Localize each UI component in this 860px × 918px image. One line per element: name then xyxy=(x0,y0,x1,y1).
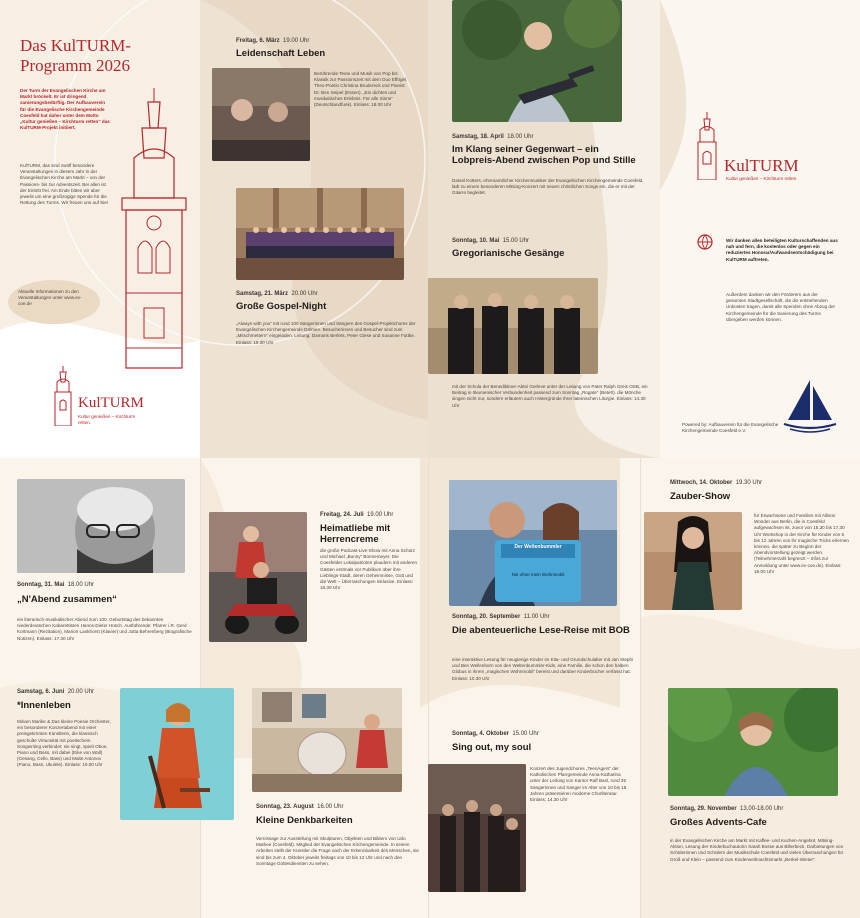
event-title: Die abenteuerliche Lese-Reise mit BOB xyxy=(452,625,630,636)
book-cover-subtitle: Nie ohne mein Wohnmobil xyxy=(511,572,565,577)
event-text: Berührende Texte und Musik von Pop bis Klassik zur Passionszeit mit dem Duo Effögel, Theo-Poetin Christina Brudereck und Pianist Dr. Ben Seipel (Essen). „Ein dichtes und musikalisches Erlebnis. Für alle Sinne“ (Deutschlandfunk). Einlass: 18.00 Uhr xyxy=(314,71,408,108)
event-date: Samstag, 21. März 20.00 Uhr xyxy=(236,291,318,297)
event-text: für Erwachsene und Familien mit Allison Wonder aus Berlin, die in Coesfeld aufgewachsen ist, zuvor von 15.30 bis 17.30 Uhr Workshop in der Kirche für Kinder von 6 bis 12 Jahren von ihr magische Tricks erlernen können, die später zu Beginn der Abendvorstellung gezeigt werden. (Teilnehmerzahl begrenzt – Infos zur Anmeldung unter www.ev-coe.de). Einlass: 19.00 Uhr xyxy=(754,513,849,574)
event-title: Großes Advents-Cafe xyxy=(670,817,767,828)
church-tower-icon xyxy=(108,88,200,370)
event-title: Gregorianische Gesänge xyxy=(452,248,565,259)
logo-text: KulTURM xyxy=(78,395,144,411)
event-date: Sonntag, 31. Mai 18.00 Uhr xyxy=(17,582,95,588)
youth-choir-photo xyxy=(428,764,526,892)
event-text: die große Podcast-Live-Show mit Anna Schürz und Michael „Bunny“ Bonnemeyer. Die Coesfelder Lokalpatrioten plaudern mit anderen Gästen erstmals vor Publikum über ihre Lieblings-Stadt, deren Geheimnisse, Gott und die Welt – Überraschungen inklusive. Einlass: 18.30 Uhr xyxy=(320,548,418,591)
event-title: Kleine Denkbarkeiten xyxy=(256,815,353,826)
duo-photo xyxy=(212,68,310,161)
gospel-choir-photo xyxy=(236,188,404,280)
event-date: Sonntag, 20. September 11.00 Uhr xyxy=(452,614,550,620)
event-date: Mittwoch, 14. Oktober 19.30 Uhr xyxy=(670,480,763,486)
event-text: Konzert des Jugendchores „TeenAgers“ der Katholischen Pfarrgemeinde Anna-Katharina unter der Leitung von Kantor Ralf Basl, rund 35 Sängerinnen und Sänger im Alter von 10 bis 18 Jahren präsentieren moderne Chorliteratur. Einlass: 14.30 Uhr xyxy=(530,766,627,803)
event-text: in der Evangelischen Kirche am Markt mit Kaffee- und Kuchen-Angebot, Mitsing-Aktion, Lesung der Kinderbuchautorin Sarah Bosse aus Billerbeck, Darbietungen von Schülerinnen und Schülern der Musikschule Coesfeld und vielen Überraschungen für Groß und Klein – passend zum Kinderweihnachtsmarkt „Berkel-Winter“. xyxy=(670,838,844,862)
event-title: *Innenleben xyxy=(17,700,71,711)
event-title: Leidenschaft Leben xyxy=(236,48,326,59)
event-date: Samstag, 6. Juni 20.00 Uhr xyxy=(17,689,95,695)
guitarist-photo xyxy=(452,0,622,122)
event-date: Sonntag, 23. August 16.00 Uhr xyxy=(256,804,344,810)
event-title: Heimatliebe mit Herrencreme xyxy=(320,523,391,545)
sculptures-photo xyxy=(252,688,402,792)
info-text[interactable]: Aktuelle Informationen zu den Veranstaltungen unter www.ev-coe.de xyxy=(18,289,82,307)
monks-photo xyxy=(428,278,598,374)
logo-tagline: Kultur genießen – Kirchturm retten. xyxy=(78,414,136,426)
event-title: „N'Abend zusammen“ xyxy=(17,594,117,605)
event-text: Daniel Kotters, ehrenamtlicher Kirchenmusiker der Evangelischen Kirchengemeinde Coesfeld, lädt zu einem besonderen Mitsing-Konzert mit neuen christlichen Songs ein, die er mit der Gitarre begleitet. xyxy=(452,178,644,196)
logo-tagline: Kultur genießen – Kirchturm retten. xyxy=(726,176,798,181)
bob-photo xyxy=(449,480,617,606)
event-text: eine interaktive Lesung für neugierige Kinder im Kita- und Grundschulalter mit Jan Stephi und Ben Wellenborn von den Weltenbummler-Kids, eine Familie, die schon den halben Globus in ihrem „magischen Wohnmobil“ bereist und darüber Kinderbücher verfasst hat. Einlass: 10.30 Uhr xyxy=(452,657,634,681)
kulturm-logo-icon xyxy=(694,112,720,180)
thanks-text-2: Außerdem danken wir den Förderern aus der gesamten Stadtgesellschaft, die die entstehenden Unkosten tragen, damit alle Spenden ohne Abzug der Kirchengemeinde für die Sanierung des Turms übergeben werden können. xyxy=(726,292,836,322)
book-cover-title: Der Weltenbummler xyxy=(514,544,562,550)
cellist-photo xyxy=(120,688,234,820)
fold-line xyxy=(640,458,641,918)
thanks-text: Wir danken allen beteiligten Kulturschaffenden aus nah und fern, die kostenlos oder gegen ein reduziertes Honorar/Aufwandsentschädigung bei KulTURM auftreten. xyxy=(726,238,838,262)
event-date: Sonntag, 10. Mai 15.00 Uhr xyxy=(452,238,530,244)
event-date: Freitag, 24. Juli 19.00 Uhr xyxy=(320,512,394,518)
title-line-2: Programm 2026 xyxy=(20,56,131,75)
vespa-photo xyxy=(209,512,307,642)
powered-by: Powered by: Aufbauverein für die Evangelische Kirchengemeinde Coesfeld e.V. xyxy=(682,422,779,434)
advent-cafe-photo xyxy=(668,688,838,796)
event-title: Sing out, my soul xyxy=(452,742,532,753)
globe-icon xyxy=(696,233,714,251)
kulturm-logo-icon xyxy=(52,366,74,426)
event-text: Vernissage zur Ausstellung mit Skulpturen, Objekten und Bildern von Udo Mathee (Coesfeld). Mitglied der Evangelischen Kirchengemeinde. In seinen Arbeiten stellt der Künstler die Frage nach der Erkennbarkeit des Menschen, sie sind bis zum 4. Oktober jeweils freitags von 10 bis 12 Uhr und nach den Sonntags-Gottesdiensten zu sehen. xyxy=(256,836,419,866)
body-text: KulTURM, das sind zwölf besondere Veranstaltungen in diesem Jahr in der Evangelischen Kirche am Markt – von der Passions- bis zur Adventszeit. Bei allen ist der Eintritt frei. Am Ende bitten wir aber jeweils um eine großzügige Spende für die Rettung des Turms. Wir freuen uns auf Sie! xyxy=(20,163,109,206)
event-title: Zauber-Show xyxy=(670,491,731,502)
event-title: Im Klang seiner Gegenwart – ein Lobpreis-Abend zwischen Pop und Stille xyxy=(452,144,636,166)
event-text: ein literarisch-musikalischer Abend zum 100. Geburtstag des bekannten niederdeutschen Kabarettisten Hanns-Dieter Hüsch. Ausführende: Pfarrer i.R. Gerd Kortmann (Rezitation), Marion Lankhorst (Klavier) und Jutta Behrenberg (Biografische Notizen). Einlass: 17.30 Uhr xyxy=(17,617,192,641)
event-date: Sonntag, 4. Oktober 15.00 Uhr xyxy=(452,731,539,737)
intro-text: Der Turm der Evangelischen Kirche am Markt bröckelt. Er ist dringend sanierungsbedürftig. Der Aufbauverein für die Evangelische Kirchengemeinde Coesfeld hat daher unter dem Motto „Kultur genießen – Kirchturm retten“ das KulTURM-Projekt initiiert. xyxy=(20,88,110,131)
event-text: Miriam Marike & Das kleine Poesie Orchester, ein besonderer Konzertabend mit einer preisgekrönten Künstlerin, die klassisch geschulte Virtuosität mit poetischem Songwriting verbindet; sie singt, spielt Oboe, Piano und Bass, mit dabei (Eike von Wall) (Gesang, Cello, Bass) und Malte Antonov (Piano, Bass, Ukulele). Einlass: 19.00 Uhr xyxy=(17,719,111,768)
sailboat-logo-icon xyxy=(780,376,840,436)
magician-photo xyxy=(644,512,742,610)
event-text: mit der Schola der Benediktiner-Abtei Gerleve unter der Leitung von Pater Ralph Greis OSB, ein Beitrag in ökumenischer Verbundenheit passend zum Sonntag „Rogate“ (Betet!). die Mönche singen nicht nur, sondern erläutern auch Hintergründe ihrer lateinischen Liturgie. Einlass: 14.30 Uhr xyxy=(452,384,648,408)
event-text: „Always with you“ mit rund 100 Sängerinnen und Sängern des Gospel-Projektchores der Evangelischen Kirchengemeinde Dülmen. Besucherinnen und Besucher sind zum „Mitschmettern“ eingeladen. Leitung: Damaris Berlets, Peter Giese und Susanne Futtke. Einlass: 19.30 Uhr xyxy=(236,321,416,345)
title-line-1: Das KulTURM- xyxy=(20,36,131,55)
event-date: Freitag, 6. März 19.00 Uhr xyxy=(236,38,310,44)
event-date: Samstag, 18. April 18.00 Uhr xyxy=(452,134,534,140)
logo-text: KulTURM xyxy=(724,156,799,175)
event-date: Sonntag, 29. November 13.00-18.00 Uhr xyxy=(670,806,784,812)
huesch-photo xyxy=(17,479,185,573)
program-title xyxy=(20,36,131,76)
event-title: Große Gospel-Night xyxy=(236,301,327,312)
